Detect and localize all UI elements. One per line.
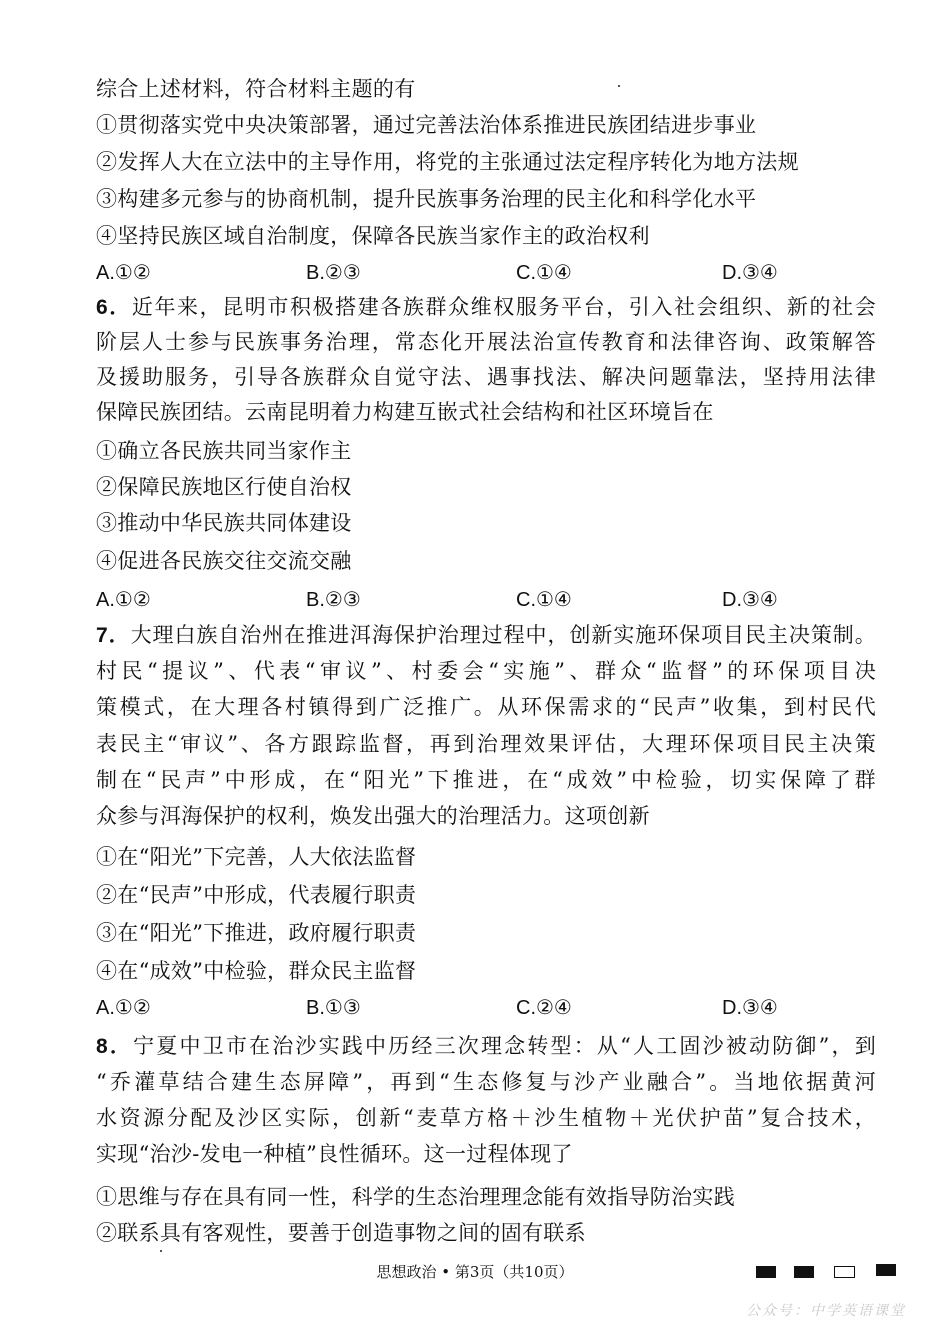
q6-option-4: ④促进各民族交往交流交融 — [96, 549, 352, 573]
q6-choices — [96, 585, 876, 615]
filled-mark-icon — [794, 1266, 814, 1278]
q7-stem-line-3: 策模式，在大理各村镇得到广泛推广。从环保需求的“民声”收集，到村民代 — [96, 695, 876, 719]
q7-option-4: ④在“成效”中检验，群众民主监督 — [96, 959, 417, 983]
scan-speck — [618, 85, 620, 87]
q5-choice-c: C.①④ — [516, 262, 572, 284]
q6-choice-c: C.①④ — [516, 589, 572, 611]
q6-choice-a: A.①② — [96, 589, 151, 611]
q8-option-1: ①思维与存在具有同一性，科学的生态治理理念能有效指导防治实践 — [96, 1185, 735, 1209]
open-mark-icon — [834, 1266, 855, 1278]
q7-choice-c: C.②④ — [516, 997, 572, 1019]
q8-stem-line-4: 实现“治沙-发电一种植”良性循环。这一过程体现了 — [96, 1142, 573, 1166]
q5-option-4: ④坚持民族区域自治制度，保障各民族当家作主的政治权利 — [96, 224, 650, 248]
q5-intro: 综合上述材料，符合材料主题的有 — [96, 77, 416, 101]
q7-option-1: ①在“阳光”下完善，人大依法监督 — [96, 845, 417, 869]
q8-stem-line-1 — [96, 1031, 876, 1062]
q8-stem-text-1: 宁夏中卫市在治沙实践中历经三次理念转型：从“人工固沙被动防御”，到 — [133, 1034, 877, 1058]
q6-choice-b: B.②③ — [306, 589, 361, 611]
q5-choices — [96, 258, 876, 288]
q6-stem-line-2: 阶层人士参与民族事务治理，常态化开展法治宣传教育和法律咨询、政策解答 — [96, 330, 876, 354]
q7-stem-text-1: 大理白族自治州在推进洱海保护治理过程中，创新实施环保项目民主决策制。 — [130, 623, 877, 647]
q7-choice-d: D.③④ — [722, 997, 778, 1019]
q6-choice-d: D.③④ — [722, 589, 778, 611]
q7-choice-a: A.①② — [96, 997, 151, 1019]
q5-choice-d: D.③④ — [722, 262, 778, 284]
q7-option-3: ③在“阳光”下推进，政府履行职责 — [96, 921, 417, 945]
q5-choice-b: B.②③ — [306, 262, 361, 284]
q8-option-2: ②联系具有客观性，要善于创造事物之间的固有联系 — [96, 1221, 586, 1245]
q8-stem-line-3: 水资源分配及沙区实际，创新“麦草方格＋沙生植物＋光伏护苗”复合技术， — [96, 1106, 876, 1130]
q5-option-2: ②发挥人大在立法中的主导作用，将党的主张通过法定程序转化为地方法规 — [96, 150, 799, 174]
q8-stem-line-2: “乔灌草结合建生态屏障”，再到“生态修复与沙产业融合”。当地依据黄河 — [96, 1070, 876, 1094]
q7-stem-line-4: 表民主“审议”、各方跟踪监督，再到治理效果评估，大理环保项目民主决策 — [96, 732, 876, 756]
page-footer: 思想政治 • 第3页（共10页） — [376, 1263, 574, 1281]
q6-stem-text-1: 近年来，昆明市积极搭建各族群众维权服务平台，引入社会组织、新的社会 — [131, 295, 876, 319]
q5-option-1: ①贯彻落实党中央决策部署，通过完善法治体系推进民族团结进步事业 — [96, 113, 757, 137]
q7-option-2: ②在“民声”中形成，代表履行职责 — [96, 883, 417, 907]
q7-stem-line-6: 众参与洱海保护的权利，焕发出强大的治理活力。这项创新 — [96, 804, 650, 828]
q6-number: 6． — [96, 296, 132, 319]
scan-speck — [160, 1250, 162, 1252]
q6-stem-line-1 — [96, 292, 876, 323]
filled-mark-icon — [876, 1264, 896, 1276]
q8-number: 8． — [96, 1035, 134, 1058]
q6-option-2: ②保障民族地区行使自治权 — [96, 475, 352, 499]
q7-choice-b: B.①③ — [306, 997, 361, 1019]
q7-stem-line-5: 制在“民声”中形成，在“阳光”下推进，在“成效”中检验，切实保障了群 — [96, 768, 876, 792]
filled-mark-icon — [756, 1266, 776, 1278]
q5-option-3: ③构建多元参与的协商机制，提升民族事务治理的民主化和科学化水平 — [96, 187, 757, 211]
watermark: 公众号：中学英语课堂 — [746, 1303, 906, 1319]
q5-choice-a: A.①② — [96, 262, 151, 284]
q7-number: 7． — [96, 624, 131, 647]
q6-option-1: ①确立各民族共同当家作主 — [96, 439, 352, 463]
q7-stem-line-1 — [96, 620, 876, 651]
q7-stem-line-2: 村民“提议”、代表“审议”、村委会“实施”、群众“监督”的环保项目决 — [96, 659, 876, 683]
q6-stem-line-4: 保障民族团结。云南昆明着力构建互嵌式社会结构和社区环境旨在 — [96, 400, 714, 424]
q7-choices — [96, 993, 876, 1023]
q6-stem-line-3: 及援助服务，引导各族群众自觉守法、遇事找法、解决问题靠法，坚持用法律 — [96, 365, 876, 389]
q6-option-3: ③推动中华民族共同体建设 — [96, 511, 352, 535]
